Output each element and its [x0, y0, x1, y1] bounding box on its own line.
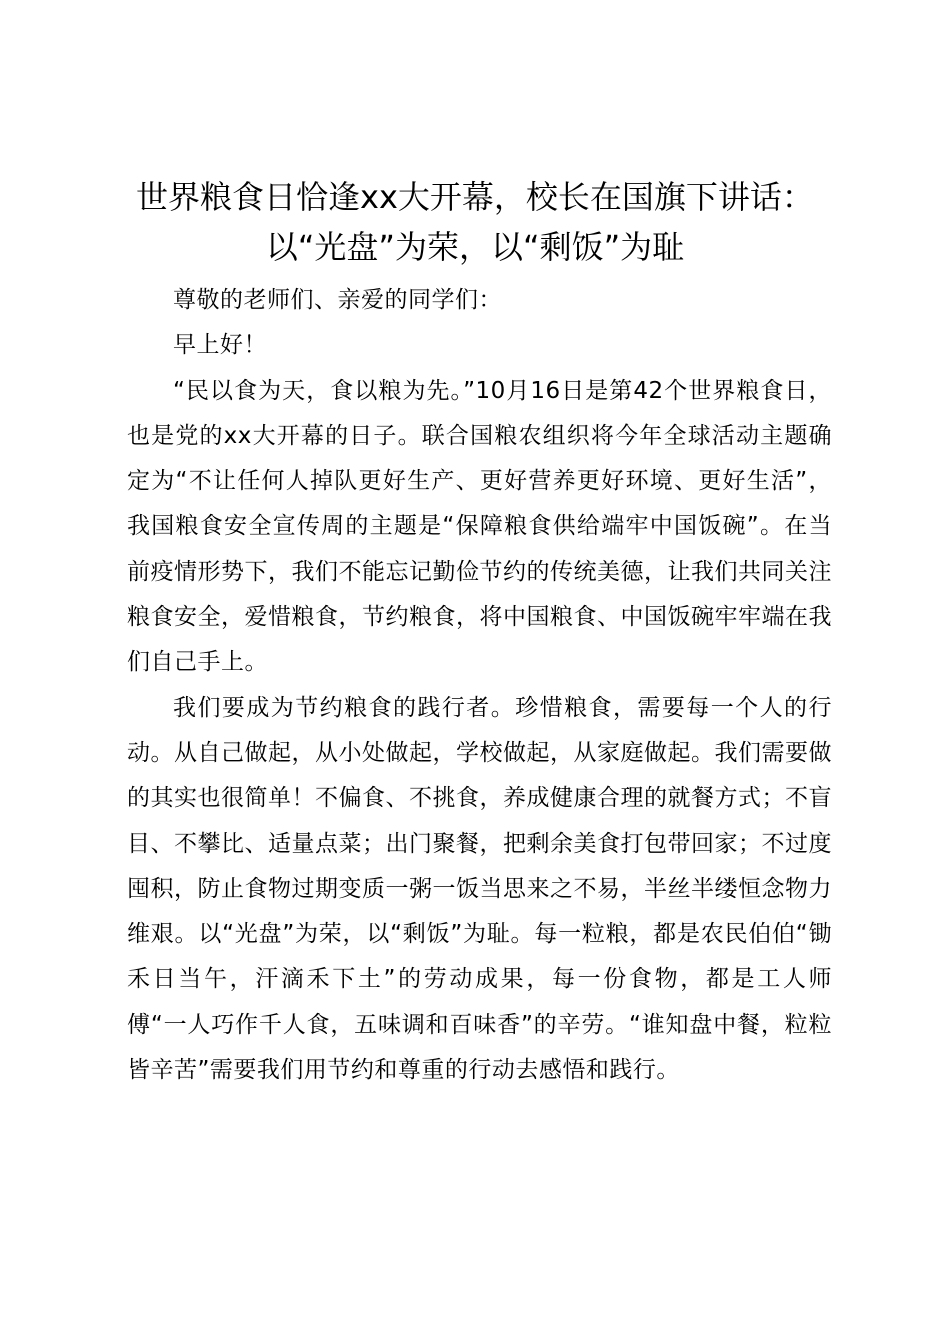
paragraph-2: 我们要成为节约粮食的践行者。珍惜粮食，需要每一个人的行动。从自己做起，从小处做起，学校做起，从家庭做起。我们需要做的其实也很简单！不偏食、不挑食，养成健康合理的就餐方式；不盲目、不攀比、适量点菜；出门聚餐，把剩余美食打包带回家；不过度囤积，防止食物过期变质一粥一饭当思来之不易，半丝半缕恒念物力维艰。以“光盘”为荣，以“剩饭”为耻。每一粒粮，都是农民伯伯“锄禾日当午，汗滴禾下土”的劳动成果，每一份食物，都是工人师傅“一人巧作千人食，五味调和百味香”的辛劳。“谁知盘中餐，粒粒皆辛苦”需要我们用节约和尊重的行动去感悟和践行。: [127, 694, 832, 1084]
paragraph-1: “民以食为天，食以粮为先。”10月16日是第42个世界粮食日，也是党的xx大开幕的日子。联合国粮农组织将今年全球活动主题确定为“不让任何人掉队更好生产、更好营养更好环境、更好生活”，我国粮食安全宣传周的主题是“保障粮食供给端牢中国饭碗”。在当前疫情形势下，我们不能忘记勤俭节约的传统美德，让我们共同关注粮食安全，爱惜粮食，节约粮食，将中国粮食、中国饭碗牢牢端在我们自己手上。: [127, 377, 832, 676]
greeting: 早上好！: [173, 332, 267, 359]
document-title: 世界粮食日恰逢xx大开幕，校长在国旗下讲话：以“光盘”为荣，以“剩饭”为耻: [136, 178, 814, 266]
document-body: [127, 278, 832, 1093]
salutation: 尊敬的老师们、亲爱的同学们：: [173, 287, 502, 313]
